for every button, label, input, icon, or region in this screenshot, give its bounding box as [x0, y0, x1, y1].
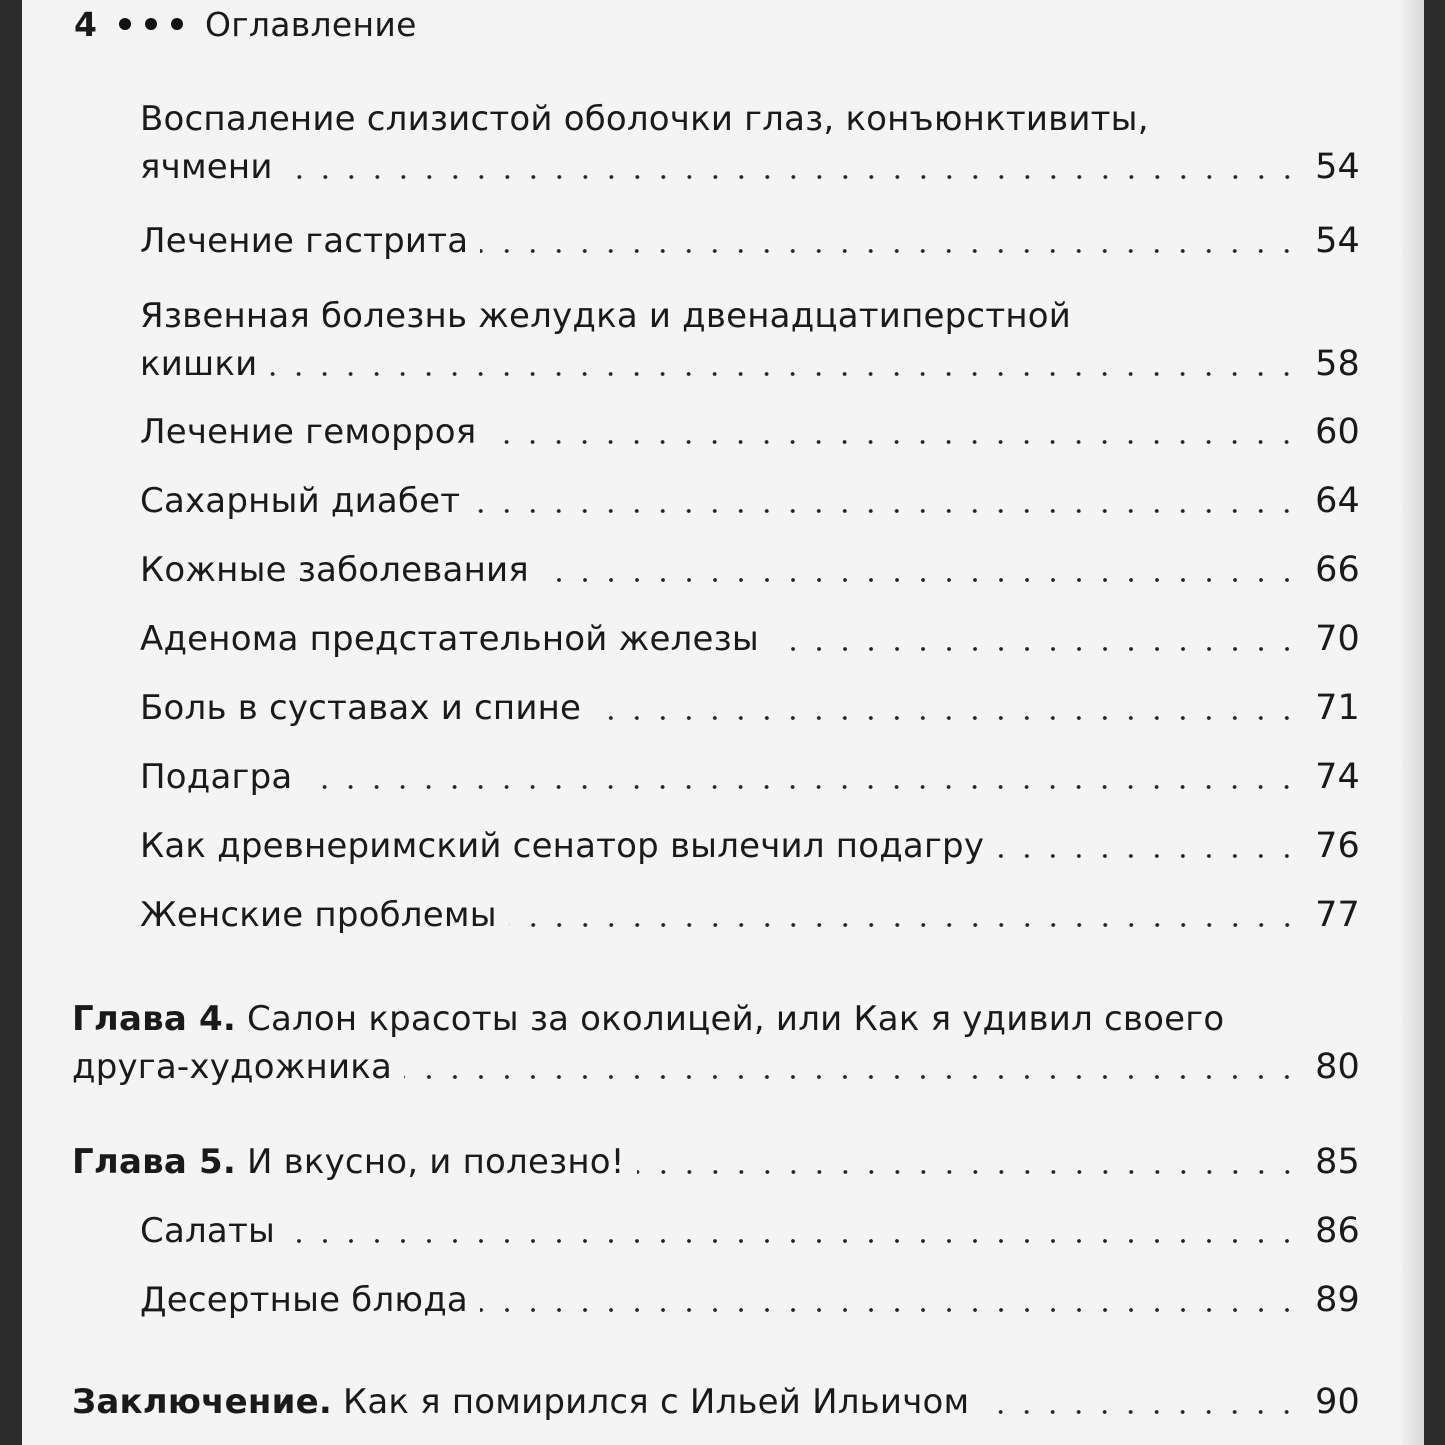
toc-page-number: 85 — [1315, 1142, 1360, 1182]
toc-entry — [140, 822, 1360, 870]
toc-chapter-heading — [72, 1138, 625, 1186]
toc-page-number: 71 — [1315, 688, 1360, 728]
toc-entry-title-line1: Воспаление слизистой оболочки глаз, конъюнктивиты, — [140, 99, 1149, 139]
toc-entry-line — [140, 477, 1360, 525]
dot-leader — [304, 780, 1300, 794]
toc-entry-line — [72, 1378, 1360, 1426]
toc-entry — [140, 546, 1360, 594]
page-number: 4 — [74, 4, 97, 44]
toc-entry-title: Аденома предстательной железы — [140, 619, 759, 659]
dot-leader — [593, 711, 1300, 725]
toc-entry-title: Салаты — [140, 1211, 275, 1251]
conclusion-title: Как я помирился с Ильей Ильичом — [343, 1382, 970, 1422]
dot-leader — [488, 435, 1300, 449]
toc-page-number: 74 — [1315, 757, 1360, 797]
dot-leader — [541, 573, 1300, 587]
dot-leader — [480, 244, 1300, 258]
toc-entry-title: Сахарный диабет — [140, 481, 461, 521]
header-bullets — [119, 18, 183, 30]
toc-page-number: 86 — [1315, 1211, 1360, 1251]
toc-entry — [140, 1207, 1360, 1255]
toc-entry-title: Как древнеримский сенатор вылечил подагру — [140, 826, 985, 866]
toc-entry-title-line1: Язвенная болезнь желудка и двенадцатиперстной — [140, 296, 1072, 336]
dot-leader — [269, 367, 1300, 381]
toc-entry — [140, 95, 1360, 191]
toc-entry-line — [140, 822, 1360, 870]
toc-entry-line — [140, 1276, 1360, 1324]
toc-entry-title: кишки — [140, 344, 258, 384]
toc-page-number: 89 — [1315, 1280, 1360, 1320]
toc-entry — [140, 891, 1360, 939]
header-title: Оглавление — [204, 4, 417, 44]
toc-chapter-5 — [72, 1138, 1360, 1186]
toc-entry-line — [140, 891, 1360, 939]
toc-entry-title: Лечение гастрита — [140, 221, 469, 261]
toc-page-number: 70 — [1315, 619, 1360, 659]
page-edge-shadow — [1402, 0, 1424, 1445]
toc-entry-title: Боль в суставах и спине — [140, 688, 582, 728]
toc-page-number: 80 — [1315, 1047, 1360, 1087]
toc-entry-title: Женские проблемы — [140, 895, 497, 935]
toc-page-number: 54 — [1315, 221, 1360, 261]
toc-page-number: 58 — [1315, 344, 1360, 384]
dot-leader — [472, 504, 1300, 518]
toc-conclusion-heading — [72, 1378, 969, 1426]
toc-page-number: 64 — [1315, 481, 1360, 521]
toc-entry — [140, 217, 1360, 265]
chapter-label: Глава 4. — [72, 999, 236, 1039]
dot-leader — [404, 1070, 1300, 1084]
toc-entry-line — [72, 1043, 1360, 1091]
toc-entry — [140, 292, 1360, 388]
chapter-label: Глава 5. — [72, 1142, 236, 1182]
conclusion-label: Заключение. — [72, 1382, 333, 1422]
toc-entry-title: ячмени — [140, 147, 273, 187]
toc-entry-line — [140, 684, 1360, 732]
toc-page-number: 54 — [1315, 147, 1360, 187]
dot-leader — [509, 918, 1300, 932]
toc-entry-line — [140, 143, 1360, 191]
dot-leader — [285, 170, 1300, 184]
toc-entry-title: Десертные блюда — [140, 1280, 468, 1320]
toc-page-number: 76 — [1315, 826, 1360, 866]
toc-entry-line — [140, 1207, 1360, 1255]
toc-entry-line — [140, 546, 1360, 594]
toc-entry — [140, 615, 1360, 663]
bullet-dot — [171, 18, 183, 30]
toc-page-number: 66 — [1315, 550, 1360, 590]
toc-entry-line — [140, 217, 1360, 265]
toc-chapter-4 — [72, 995, 1360, 1091]
toc-entry — [140, 1276, 1360, 1324]
toc-entry — [140, 753, 1360, 801]
dot-leader — [287, 1234, 1300, 1248]
toc-conclusion — [72, 1378, 1360, 1426]
toc-entry — [140, 408, 1360, 456]
chapter-title: И вкусно, и полезно! — [247, 1142, 625, 1182]
toc-entry-title: Лечение геморроя — [140, 412, 477, 452]
dot-leader — [996, 849, 1300, 863]
toc-entry-line — [140, 753, 1360, 801]
toc-entry-line — [140, 615, 1360, 663]
bullet-dot — [145, 18, 157, 30]
toc-page-number: 77 — [1315, 895, 1360, 935]
toc-entry-title: Кожные заболевания — [140, 550, 529, 590]
dot-leader — [637, 1165, 1300, 1179]
bullet-dot — [119, 18, 131, 30]
toc-chapter-title-line1 — [72, 995, 1360, 1043]
toc-entry-line — [140, 340, 1360, 388]
toc-page-number: 90 — [1315, 1382, 1360, 1422]
book-page — [22, 0, 1424, 1445]
toc-entry — [140, 684, 1360, 732]
running-header — [74, 2, 417, 46]
toc-entry — [140, 477, 1360, 525]
dot-leader — [771, 642, 1300, 656]
toc-entry-line — [72, 1138, 1360, 1186]
toc-entry-line — [140, 408, 1360, 456]
toc-entry-title: Подагра — [140, 757, 293, 797]
dot-leader — [480, 1303, 1300, 1317]
dot-leader — [981, 1405, 1300, 1419]
toc-entry-title: друга-художника — [72, 1047, 393, 1087]
chapter-title: Салон красоты за околицей, или Как я удивил своего — [247, 999, 1225, 1039]
toc-page-number: 60 — [1315, 412, 1360, 452]
